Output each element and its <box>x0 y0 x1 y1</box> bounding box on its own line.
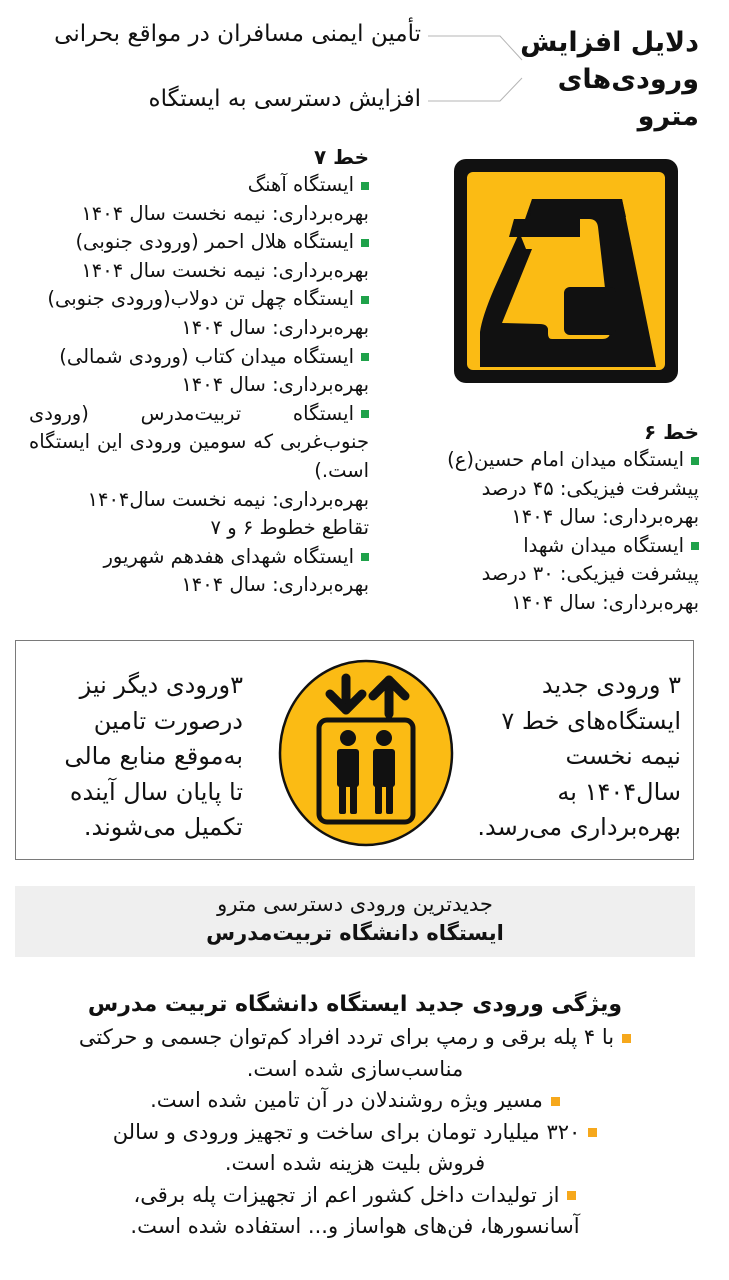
box-right-line: بهره‌برداری می‌رسد. <box>477 813 681 841</box>
metro-logo-icon <box>452 157 680 385</box>
box-left-line: درصورت تامین <box>93 706 243 735</box>
banner-subtitle: جدیدترین ورودی دسترسی مترو <box>217 892 493 916</box>
station-chehel-tan: ایستگاه چهل تن دولاب(ورودی جنوبی) <box>47 287 354 311</box>
box-left-line: ۳ورودی دیگر نیز <box>79 671 243 699</box>
bullet-icon <box>361 296 369 304</box>
bullet-icon <box>691 542 699 550</box>
reason-access: افزایش دسترسی به ایستگاه <box>148 86 421 112</box>
bullet-icon <box>361 553 369 561</box>
bullet-icon <box>588 1128 597 1137</box>
bullet-icon <box>361 182 369 190</box>
feature-text: آسانسورها، فن‌های هواساز و... استفاده شده است. <box>130 1214 580 1238</box>
feature-text: فروش بلیت هزینه شده است. <box>224 1151 486 1175</box>
line7-heading: خط ۷ <box>313 145 369 169</box>
feature-text: مسیر ویژه روشندلان در آن تامین شده است. <box>150 1088 543 1112</box>
box-right-line: ایستگاه‌های خط ۷ <box>501 706 681 735</box>
bullet-icon <box>622 1034 631 1043</box>
station-detail: بهره‌برداری: سال ۱۴۰۴ <box>181 373 369 397</box>
station-meydan-ketab: ایستگاه میدان کتاب (ورودی شمالی) <box>59 344 354 368</box>
station-banner <box>15 886 695 957</box>
box-left-line: به‌موقع منابع مالی <box>64 742 243 770</box>
line6-heading: خط ۶ <box>643 420 699 444</box>
station-detail: بهره‌برداری: نیمه نخست سال ۱۴۰۴ <box>81 201 369 225</box>
banner-title: ایستگاه دانشگاه تربیت‌مدرس <box>206 921 504 945</box>
station-meydan-shohada: ایستگاه میدان شهدا <box>523 533 684 557</box>
station-detail: بهره‌برداری: سال ۱۴۰۴ <box>181 315 369 339</box>
bullet-icon <box>361 410 369 418</box>
bullet-icon <box>691 457 699 465</box>
header-title <box>509 24 699 135</box>
station-detail: بهره‌برداری: سال ۱۴۰۴ <box>181 573 369 597</box>
station-imam-hossein: ایستگاه میدان امام حسین(ع) <box>447 448 684 471</box>
header-title-line2: ورودی‌های مترو <box>557 64 699 132</box>
box-left-line: تا پایان سال آینده <box>69 777 243 806</box>
box-right-line: ۳ ورودی جدید <box>541 671 681 699</box>
station-detail: تقاطع خطوط ۶ و ۷ <box>210 516 369 540</box>
features-section <box>30 988 680 1243</box>
station-progress: پیشرفت فیزیکی: ۴۵ درصد <box>481 476 699 500</box>
feature-text: ۳۲۰ میلیارد تومان برای ساخت و تجهیز ورودی و سالن <box>112 1119 581 1144</box>
features-heading: ویژگی ورودی جدید ایستگاه دانشگاه تربیت مدرس <box>87 992 623 1017</box>
station-ahang: ایستگاه آهنگ <box>247 173 354 196</box>
station-detail: بهره‌برداری: سال ۱۴۰۴ <box>511 590 699 614</box>
feature-text: با ۴ پله برقی و رمپ برای تردد افراد کم‌توان جسمی و حرکتی <box>78 1025 615 1049</box>
bullet-icon <box>551 1097 560 1106</box>
header-title-line1: دلایل افزایش <box>520 27 699 58</box>
station-tarbiat-modares: ایستگاه تربیت‌مدرس (ورودی جنوب‌غربی که سومین ورودی این ایستگاه است.) <box>29 401 369 482</box>
feature-text: از تولیدات داخل کشور اعم از تجهیزات پله برقی، <box>133 1182 560 1207</box>
box-right-text <box>477 668 681 846</box>
box-left-line: تکمیل می‌شوند. <box>83 813 243 841</box>
bullet-icon <box>361 239 369 247</box>
station-detail: بهره‌برداری: نیمه نخست سال ۱۴۰۴ <box>81 258 369 282</box>
bullet-icon <box>567 1191 576 1200</box>
line6-section <box>399 418 699 618</box>
box-right-line: نیمه نخست <box>565 742 681 770</box>
station-detail: بهره‌برداری: سال ۱۴۰۴ <box>511 505 699 529</box>
feature-text: مناسب‌سازی شده است. <box>246 1056 464 1081</box>
box-left-text <box>64 668 243 846</box>
station-progress: پیشرفت فیزیکی: ۳۰ درصد <box>481 562 699 586</box>
station-detail: بهره‌برداری: نیمه نخست سال۱۴۰۴ <box>87 487 369 511</box>
bullet-icon <box>361 353 369 361</box>
reason-safety: تأمین ایمنی مسافران در مواقع بحرانی <box>54 21 421 47</box>
station-helal-ahmar: ایستگاه هلال احمر (ورودی جنوبی) <box>75 230 354 254</box>
elevator-icon <box>276 658 456 848</box>
line7-section <box>29 143 369 600</box>
station-shohada-17-shahrivar: ایستگاه شهدای هفدهم شهریور <box>103 544 354 568</box>
box-right-line: سال۱۴۰۴ به <box>557 777 681 806</box>
